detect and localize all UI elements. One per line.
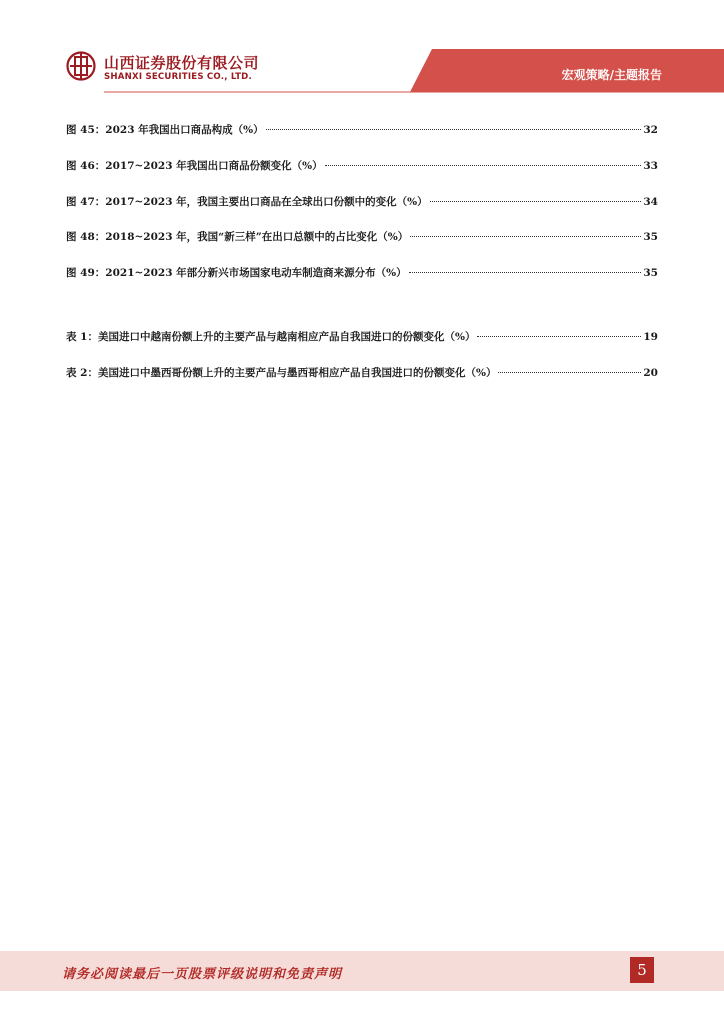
- header-band: [0, 0, 724, 100]
- toc-item-label: 表 1：: [66, 331, 98, 343]
- dot-leader: [325, 165, 642, 166]
- toc-item-label: 表 2：: [66, 367, 98, 379]
- company-name-en: SHANXI SECURITIES CO., LTD.: [104, 72, 252, 82]
- company-name-cn: 山西证券股份有限公司: [104, 54, 260, 72]
- toc-item-table-2[interactable]: [66, 365, 658, 381]
- toc-item-page: 35: [643, 231, 658, 243]
- toc-item-label: 图 49：: [66, 267, 106, 279]
- dot-leader: [409, 272, 642, 273]
- toc-item-title: 2017~2023 年我国出口商品份额变化（%）: [105, 160, 323, 172]
- toc-item-page: 32: [643, 124, 658, 136]
- toc-item-page: 19: [643, 331, 658, 343]
- dot-leader: [498, 372, 641, 373]
- dot-leader: [266, 129, 642, 130]
- disclaimer-notice: 请务必阅读最后一页股票评级说明和免责声明: [62, 967, 343, 982]
- page-footer: [0, 951, 724, 991]
- page-header: [0, 0, 724, 100]
- toc-item-title: 2023 年我国出口商品构成（%）: [105, 124, 264, 136]
- toc-item-figure-46[interactable]: [66, 158, 658, 174]
- toc-item-figure-45[interactable]: [66, 122, 658, 138]
- dot-leader: [430, 201, 642, 202]
- toc-item-table-1[interactable]: [66, 329, 658, 345]
- toc-item-label: 图 47：: [66, 196, 106, 208]
- toc-item-page: 35: [643, 267, 658, 279]
- toc-item-title: 2017~2023 年，我国主要出口商品在全球出口份额中的变化（%）: [105, 196, 428, 208]
- toc-item-label: 图 46：: [66, 160, 106, 172]
- page-number: 5: [630, 957, 654, 983]
- toc-item-label: 图 45：: [66, 124, 106, 136]
- dot-leader: [477, 336, 641, 337]
- toc-item-figure-48[interactable]: [66, 229, 658, 245]
- toc-item-figure-47[interactable]: [66, 194, 658, 210]
- toc-item-title: 2018~2023 年，我国“新三样”在出口总额中的占比变化（%）: [105, 231, 409, 243]
- toc-item-title: 美国进口中越南份额上升的主要产品与越南相应产品自我国进口的份额变化（%）: [97, 331, 476, 343]
- toc-item-page: 33: [643, 160, 658, 172]
- toc-item-title: 2021~2023 年部分新兴市场国家电动车制造商来源分布（%）: [105, 267, 407, 279]
- toc-item-title: 美国进口中墨西哥份额上升的主要产品与墨西哥相应产品自我国进口的份额变化（%）: [97, 367, 497, 379]
- toc-item-page: 20: [643, 367, 658, 379]
- toc-item-page: 34: [643, 196, 658, 208]
- company-logo-icon: [66, 51, 96, 81]
- toc-item-label: 图 48：: [66, 231, 106, 243]
- report-type: 宏观策略/主题报告: [561, 68, 662, 82]
- dot-leader: [410, 236, 641, 237]
- toc-item-figure-49[interactable]: [66, 265, 658, 281]
